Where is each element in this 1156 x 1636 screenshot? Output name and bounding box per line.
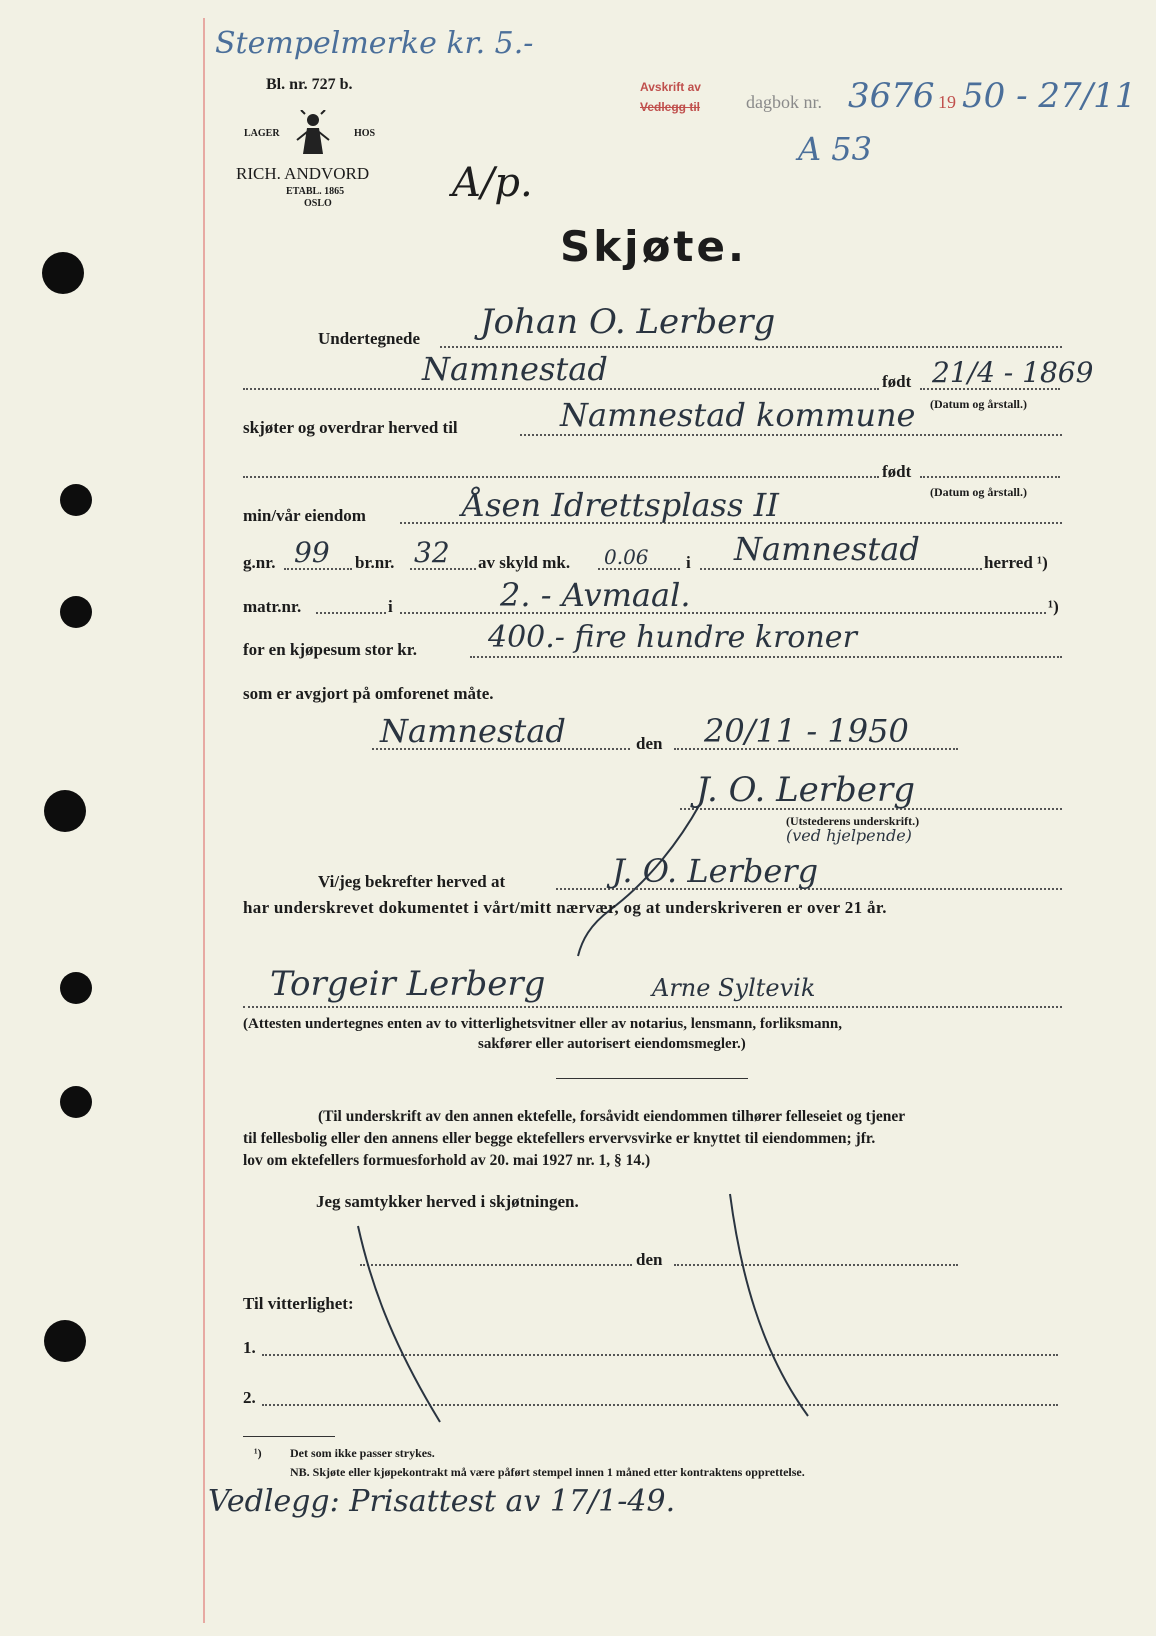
witness-line1-label: 1. (243, 1338, 256, 1357)
publisher-city: OSLO (304, 198, 332, 209)
publisher-logo (236, 108, 396, 208)
den-label: den (636, 734, 663, 753)
i-label: i (686, 553, 691, 572)
matr-value-line (400, 612, 1046, 614)
bekrefter-value: J. O. Lerberg (612, 852, 819, 890)
datum-label: (Datum og årstall.) (930, 397, 1027, 411)
publisher-lager: LAGER (244, 128, 280, 139)
herred-line (700, 568, 982, 570)
binder-hole (60, 596, 92, 628)
footnote1: Det som ikke passer strykes. (290, 1446, 435, 1460)
binder-hole (42, 252, 84, 294)
kjopesum-line (470, 656, 1062, 658)
place1-line (243, 388, 879, 390)
publisher-hos: HOS (354, 128, 376, 139)
binder-hole (44, 1320, 86, 1362)
fodt2-pre-line (243, 476, 879, 478)
initials: A/p. (452, 160, 533, 206)
witness-line (243, 1006, 1062, 1008)
issuer-signature: J. O. Lerberg (696, 770, 915, 810)
gnr-label: g.nr. (243, 553, 276, 572)
kjopesum-label: for en kjøpesum stor kr. (243, 640, 417, 659)
bottom-attachment-note: Vedlegg: Prisattest av 17/1-49. (208, 1484, 676, 1519)
skyld-value: 0.06 (604, 545, 649, 569)
spouse-para-line1: (Til underskrift av den annen ektefelle, forsåvidt eiendommen tilhører felleseiet og tjener (318, 1108, 906, 1125)
binder-hole (60, 972, 92, 1004)
eiendom-value: Åsen Idrettsplass II (462, 486, 779, 524)
strike-lines-icon (330, 1190, 830, 1430)
section-divider (556, 1078, 748, 1079)
publisher-established: ETABL. 1865 (286, 186, 345, 197)
stamp-note: Stempelmerke kr. 5.- (215, 26, 534, 61)
attest-line1: (Attesten undertegnes enten av to vitterlighetsvitner eller av notarius, lensmann, forliksmann, (243, 1016, 842, 1032)
datum2-label: (Datum og årstall.) (930, 485, 1027, 499)
year-value: 50 - 27/11 (962, 76, 1137, 116)
fodt2-label: født (882, 462, 912, 481)
undertegnede-line (440, 346, 1062, 348)
undertegnede-label: Undertegnede (318, 329, 420, 348)
matr-end: ¹) (1048, 597, 1059, 616)
footnote-mark: ¹) (254, 1446, 262, 1460)
witness2-signature: Arne Syltevik (652, 974, 816, 1002)
year-prefix: 19 (938, 92, 956, 112)
attest-line2: sakfører eller autorisert eiendomsmegler.) (478, 1036, 746, 1052)
eiendom-label: min/vår eiendom (243, 506, 366, 525)
undertegnede-value: Johan O. Lerberg (480, 302, 776, 342)
brnr-value: 32 (414, 536, 450, 569)
footnote2: NB. Skjøte eller kjøpekontrakt må være påført stempel innen 1 måned etter kontraktens opprettelse. (290, 1465, 805, 1479)
kjopesum-value: 400.- fire hundre kroner (488, 620, 857, 655)
footnote-divider (243, 1436, 335, 1437)
brnr-label: br.nr. (355, 553, 395, 572)
date-value: 20/11 - 1950 (704, 712, 909, 750)
herred-label: herred ¹) (984, 553, 1048, 572)
publisher-name: RICH. ANDVORD (236, 164, 370, 183)
document-title: Skjøte. (560, 222, 747, 271)
margin-line (203, 18, 205, 1623)
herred-value: Namnestad (734, 530, 920, 568)
form-number: Bl. nr. 727 b. (266, 76, 353, 93)
matr-value: 2. - Avmaal. (500, 576, 691, 614)
dagbok-label: dagbok nr. (746, 92, 822, 112)
red-stamp-line2: Vedlegg til (640, 100, 701, 114)
dagbok-value: 3676 (848, 76, 935, 116)
fodt-label: født (882, 372, 912, 391)
red-stamp-line1: Avskrift av (640, 80, 701, 94)
vitterlighet-label: Til vitterlighet: (243, 1294, 354, 1313)
witness1-signature: Torgeir Lerberg (270, 964, 546, 1004)
ref-code: A 53 (798, 130, 872, 168)
mercury-logo-icon (293, 110, 333, 156)
binder-hole (60, 484, 92, 516)
spouse-den-label: den (636, 1250, 663, 1269)
skjoter-value: Namnestad kommune (560, 396, 916, 434)
witness-line2-label: 2. (243, 1388, 256, 1407)
matr-line (316, 612, 386, 614)
utsteder-hand: (ved hjelpende) (786, 826, 912, 845)
bekrefter-rest: har underskrevet dokumentet i vårt/mitt nærvær, og at underskriveren er over 21 år. (243, 898, 887, 917)
bekrefter-label: Vi/jeg bekrefter herved at (318, 872, 506, 891)
avgjort-label: som er avgjort på omforenet måte. (243, 684, 494, 703)
samtykke-text: Jeg samtykker herved i skjøtningen. (316, 1192, 579, 1211)
spouse-para-line3: lov om ektefellers formuesforhold av 20. mai 1927 nr. 1, § 14.) (243, 1152, 651, 1169)
matr-i-label: i (388, 597, 393, 616)
fodt1-value: 21/4 - 1869 (932, 356, 1094, 389)
binder-hole (60, 1086, 92, 1118)
utsteder-label: (Utstederens underskrift.) (786, 814, 920, 828)
skjoter-label: skjøter og overdrar herved til (243, 418, 458, 437)
place2-value: Namnestad (380, 712, 566, 750)
matr-label: matr.nr. (243, 597, 302, 616)
skyld-label: av skyld mk. (478, 553, 571, 572)
gnr-value: 99 (294, 536, 330, 569)
skjoter-line (520, 434, 1062, 436)
binder-hole (44, 790, 86, 832)
spouse-para-line2: til fellesbolig eller den annens eller begge ektefellers ervervsvirke er knyttet til eiendommen; jfr. (243, 1130, 876, 1147)
fodt2-line (920, 476, 1060, 478)
place1-value: Namnestad (422, 350, 608, 388)
